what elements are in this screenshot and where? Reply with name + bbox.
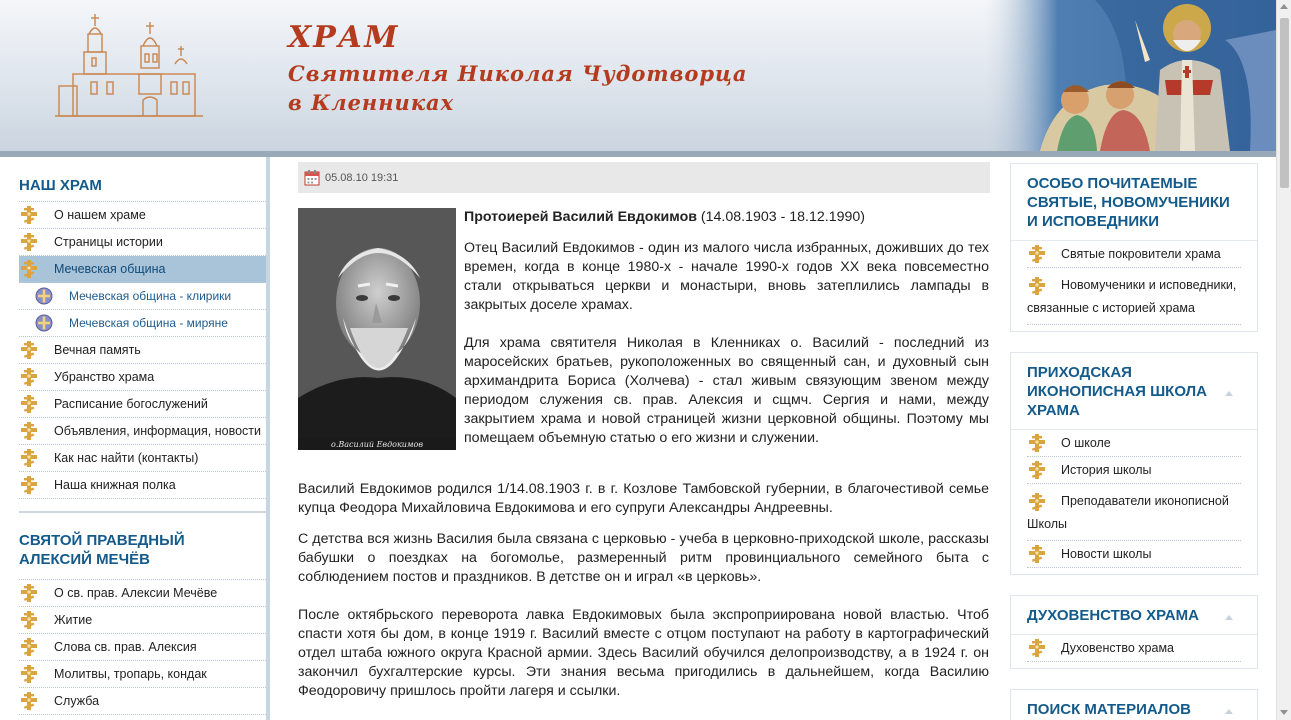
- menu-item-about-school[interactable]: [1027, 430, 1241, 457]
- nav-item-label: Как нас найти (контакты): [54, 451, 199, 465]
- article-paragraph: Для храма святителя Николая в Кленниках о. Василий - последний из маросейских братьев, рукоположенных во священный сан, и духовный сын архимандрита Бориса (Холчева) - стал живым связующим звеном между периодом служения св. прав. Алексия и сщмч. Сергия и нами, между закрытием храма и новой страницей жизни церковной общины. Поэтому мы помещаем объемную статью о его жизни и служении.: [464, 335, 989, 446]
- nav-item-prayers[interactable]: [19, 661, 266, 688]
- article: [298, 162, 990, 720]
- nav-heading-our-church: НАШ ХРАМ: [19, 177, 102, 194]
- article-paragraph: Отец Василий Евдокимов - один из малого числа избранных, доживших до тех времен, когда в конце 1980-х - начале 1990-х годов XX века повсеместно стали открываться церкви и монастыри, вновь затеплились лампады в закрытых доселе храмах.: [464, 240, 989, 313]
- nav-item-label: Наша книжная полка: [54, 478, 176, 492]
- site-title-line-3: в Кленниках: [288, 90, 455, 115]
- orthodox-cross-icon: [1027, 460, 1047, 480]
- collapse-caret-icon[interactable]: [1225, 709, 1233, 714]
- nav-item-bookshelf[interactable]: [19, 472, 266, 499]
- menu-item-school-news[interactable]: [1027, 541, 1241, 568]
- collapse-caret-icon[interactable]: [1225, 615, 1233, 620]
- nav-item-life[interactable]: [19, 607, 266, 634]
- menu-item-label: История школы: [1061, 463, 1152, 477]
- nav-item-about-st-alexis[interactable]: [19, 580, 266, 607]
- menu-item-label: Новости школы: [1061, 547, 1152, 561]
- nav-item-label: Житие: [54, 613, 93, 627]
- site-title-line-2: Святителя Николая Чудотворца: [288, 61, 748, 86]
- orthodox-cross-icon: [19, 205, 39, 225]
- nav-item-label: Молитвы, тропарь, кондак: [54, 667, 207, 681]
- calendar-icon: [304, 170, 320, 186]
- orthodox-cross-icon: [19, 232, 39, 252]
- menu-item-new-martyrs[interactable]: [1027, 268, 1241, 325]
- nav-subitem-mechev-laity[interactable]: [19, 310, 266, 337]
- portrait-image: [298, 208, 456, 450]
- article-body: [298, 480, 989, 713]
- nav-item-label: О св. прав. Алексии Мечёве: [54, 586, 218, 600]
- nav-item-label: Слова св. прав. Алексия: [54, 640, 197, 654]
- box-heading-label: ПРИХОДСКАЯ ИКОНОПИСНАЯ ШКОЛА ХРАМА: [1027, 364, 1207, 419]
- nav-item-label: Мечевская община: [54, 262, 166, 276]
- site-header: [0, 0, 1276, 157]
- menu-item-label: Новомученики и исповедники, связанные с историей храма: [1027, 278, 1237, 315]
- nav-item-label: Мечевская община - клирики: [69, 289, 232, 303]
- left-sidebar-border: [266, 157, 270, 720]
- left-sidebar: [0, 157, 272, 720]
- nav-item-eternal-memory[interactable]: [19, 337, 266, 364]
- right-sidebar: [1010, 163, 1258, 720]
- nav-heading-st-alexis: СВЯТОЙ ПРАВЕДНЫЙ АЛЕКСИЙ МЕЧЁВ: [19, 532, 185, 568]
- orthodox-cross-icon: [19, 637, 39, 657]
- site-title[interactable]: [288, 20, 748, 115]
- orthodox-cross-icon: [19, 448, 39, 468]
- nav-item-label: Вечная память: [54, 343, 141, 357]
- nav-item-announcements[interactable]: [19, 418, 266, 445]
- box-icon-school: [1010, 352, 1258, 575]
- nav-item-mechev-community[interactable]: [19, 256, 266, 283]
- menu-item-label: Святые покровители храма: [1061, 247, 1221, 261]
- round-cross-icon: [34, 286, 54, 306]
- article-paragraph: После октябрьского переворота лавка Евдокимовых была экспроприирована новой властью. Чтоб спасти хотя бы дом, в конце 1919 г. Василий вместе с отцом поступают на работу в картографический отдел штаба южного округа Красной армии. Здесь Василий обучился делопроизводству, а в 1924 г. он закончил бухгалтерские курсы. Эти знания весьма пригодились в дальнейшем, когда Василию Феодоровичу пришлось пройти лагеря и ссылки.: [298, 607, 989, 699]
- nav-item-label: Мечевская община - миряне: [69, 316, 228, 330]
- orthodox-cross-icon: [1027, 244, 1047, 264]
- nav-menu-our-church: [19, 201, 266, 499]
- menu-item-label: Преподаватели иконописной Школы: [1027, 494, 1229, 531]
- article-date-bar: [298, 162, 990, 193]
- round-cross-icon: [34, 313, 54, 333]
- article-date: 05.08.10 19:31: [325, 171, 399, 184]
- article-person-dates: (14.08.1903 - 18.12.1990): [696, 209, 865, 225]
- scroll-down-arrow-icon[interactable]: [1280, 710, 1288, 715]
- menu-item-clergy[interactable]: [1027, 635, 1241, 662]
- nav-item-label: Убранство храма: [54, 370, 155, 384]
- page-scrollbar[interactable]: [1276, 0, 1291, 720]
- site-title-line-1: ХРАМ: [288, 20, 400, 55]
- orthodox-cross-icon: [19, 610, 39, 630]
- orthodox-cross-icon: [19, 691, 39, 711]
- box-heading-clergy[interactable]: [1011, 596, 1257, 635]
- church-logo[interactable]: [55, 12, 205, 127]
- nav-item-label: О нашем храме: [54, 208, 146, 222]
- box-clergy: [1010, 595, 1258, 669]
- orthodox-cross-icon: [1027, 433, 1047, 453]
- orthodox-cross-icon: [1027, 544, 1047, 564]
- orthodox-cross-icon: [1027, 492, 1047, 512]
- menu-item-label: Духовенство храма: [1061, 641, 1175, 655]
- orthodox-cross-icon: [19, 583, 39, 603]
- portrait-photo: [298, 208, 456, 450]
- nav-item-service-schedule[interactable]: [19, 391, 266, 418]
- nav-item-contacts[interactable]: [19, 445, 266, 472]
- nav-item-history-pages[interactable]: [19, 229, 266, 256]
- menu-item-label: О школе: [1061, 436, 1111, 450]
- orthodox-cross-icon: [19, 340, 39, 360]
- nav-item-label: Страницы истории: [54, 235, 163, 249]
- box-heading-label: ДУХОВЕНСТВО ХРАМА: [1027, 607, 1199, 624]
- menu-item-school-teachers[interactable]: [1027, 484, 1241, 541]
- orthodox-cross-icon: [19, 421, 39, 441]
- nav-item-label: Служба: [54, 694, 100, 708]
- orthodox-cross-icon: [1027, 638, 1047, 658]
- article-intro: [464, 208, 989, 467]
- saint-nicholas-icon-image: [985, 0, 1276, 151]
- box-heading-search[interactable]: [1011, 690, 1257, 720]
- orthodox-cross-icon: [19, 664, 39, 684]
- nav-item-words[interactable]: [19, 634, 266, 661]
- article-paragraph: Василий Евдокимов родился 1/14.08.1903 г. в г. Козлове Тамбовской губернии, в благочестивой семье купца Феодора Михайловича Евдокимова и его супруги Александры Андреевны.: [298, 481, 989, 516]
- box-heading-label: ПОИСК МАТЕРИАЛОВ: [1027, 701, 1191, 718]
- menu-clergy: [1011, 635, 1257, 668]
- article-person-name: Протоиерей Василий Евдокимов: [464, 209, 697, 225]
- collapse-caret-icon[interactable]: [1225, 391, 1233, 396]
- scroll-up-arrow-icon[interactable]: [1280, 4, 1288, 9]
- menu-venerated-saints: [1011, 241, 1257, 331]
- box-heading-venerated-saints: ОСОБО ПОЧИТАЕМЫЕ СВЯТЫЕ, НОВОМУЧЕНИКИ И ИСПОВЕДНИКИ: [1011, 164, 1257, 241]
- box-heading-icon-school[interactable]: [1011, 353, 1257, 430]
- photo-caption: о.Василий Евдокимов: [331, 440, 423, 449]
- orthodox-cross-icon: [1027, 276, 1047, 296]
- nav-item-church-decoration[interactable]: [19, 364, 266, 391]
- orthodox-cross-icon: [19, 394, 39, 414]
- box-venerated-saints: [1010, 163, 1258, 332]
- article-paragraph: С детства вся жизнь Василия была связана с церковью - учеба в церковно-приходской школе, рассказы бабушки о поездках на богомолье, размеренный ритм провинциального семейного быта с соблюдением постов и праздников. В детстве он и играл «в церковь».: [298, 531, 989, 585]
- nav-subitem-mechev-clergy[interactable]: [19, 283, 266, 310]
- nav-item-label: Расписание богослужений: [54, 397, 208, 411]
- nav-menu-st-alexis: [19, 579, 266, 715]
- orthodox-cross-icon: [19, 259, 39, 279]
- box-search: [1010, 689, 1258, 720]
- nav-item-label: Объявления, информация, новости: [54, 424, 261, 438]
- orthodox-cross-icon: [19, 367, 39, 387]
- nav-item-service[interactable]: [19, 688, 266, 715]
- orthodox-cross-icon: [19, 475, 39, 495]
- scrollbar-thumb[interactable]: [1280, 18, 1289, 188]
- menu-icon-school: [1011, 430, 1257, 574]
- menu-item-patron-saints[interactable]: [1027, 241, 1241, 268]
- section-divider: [19, 511, 266, 513]
- nav-item-about-church[interactable]: [19, 202, 266, 229]
- menu-item-school-history[interactable]: [1027, 457, 1241, 484]
